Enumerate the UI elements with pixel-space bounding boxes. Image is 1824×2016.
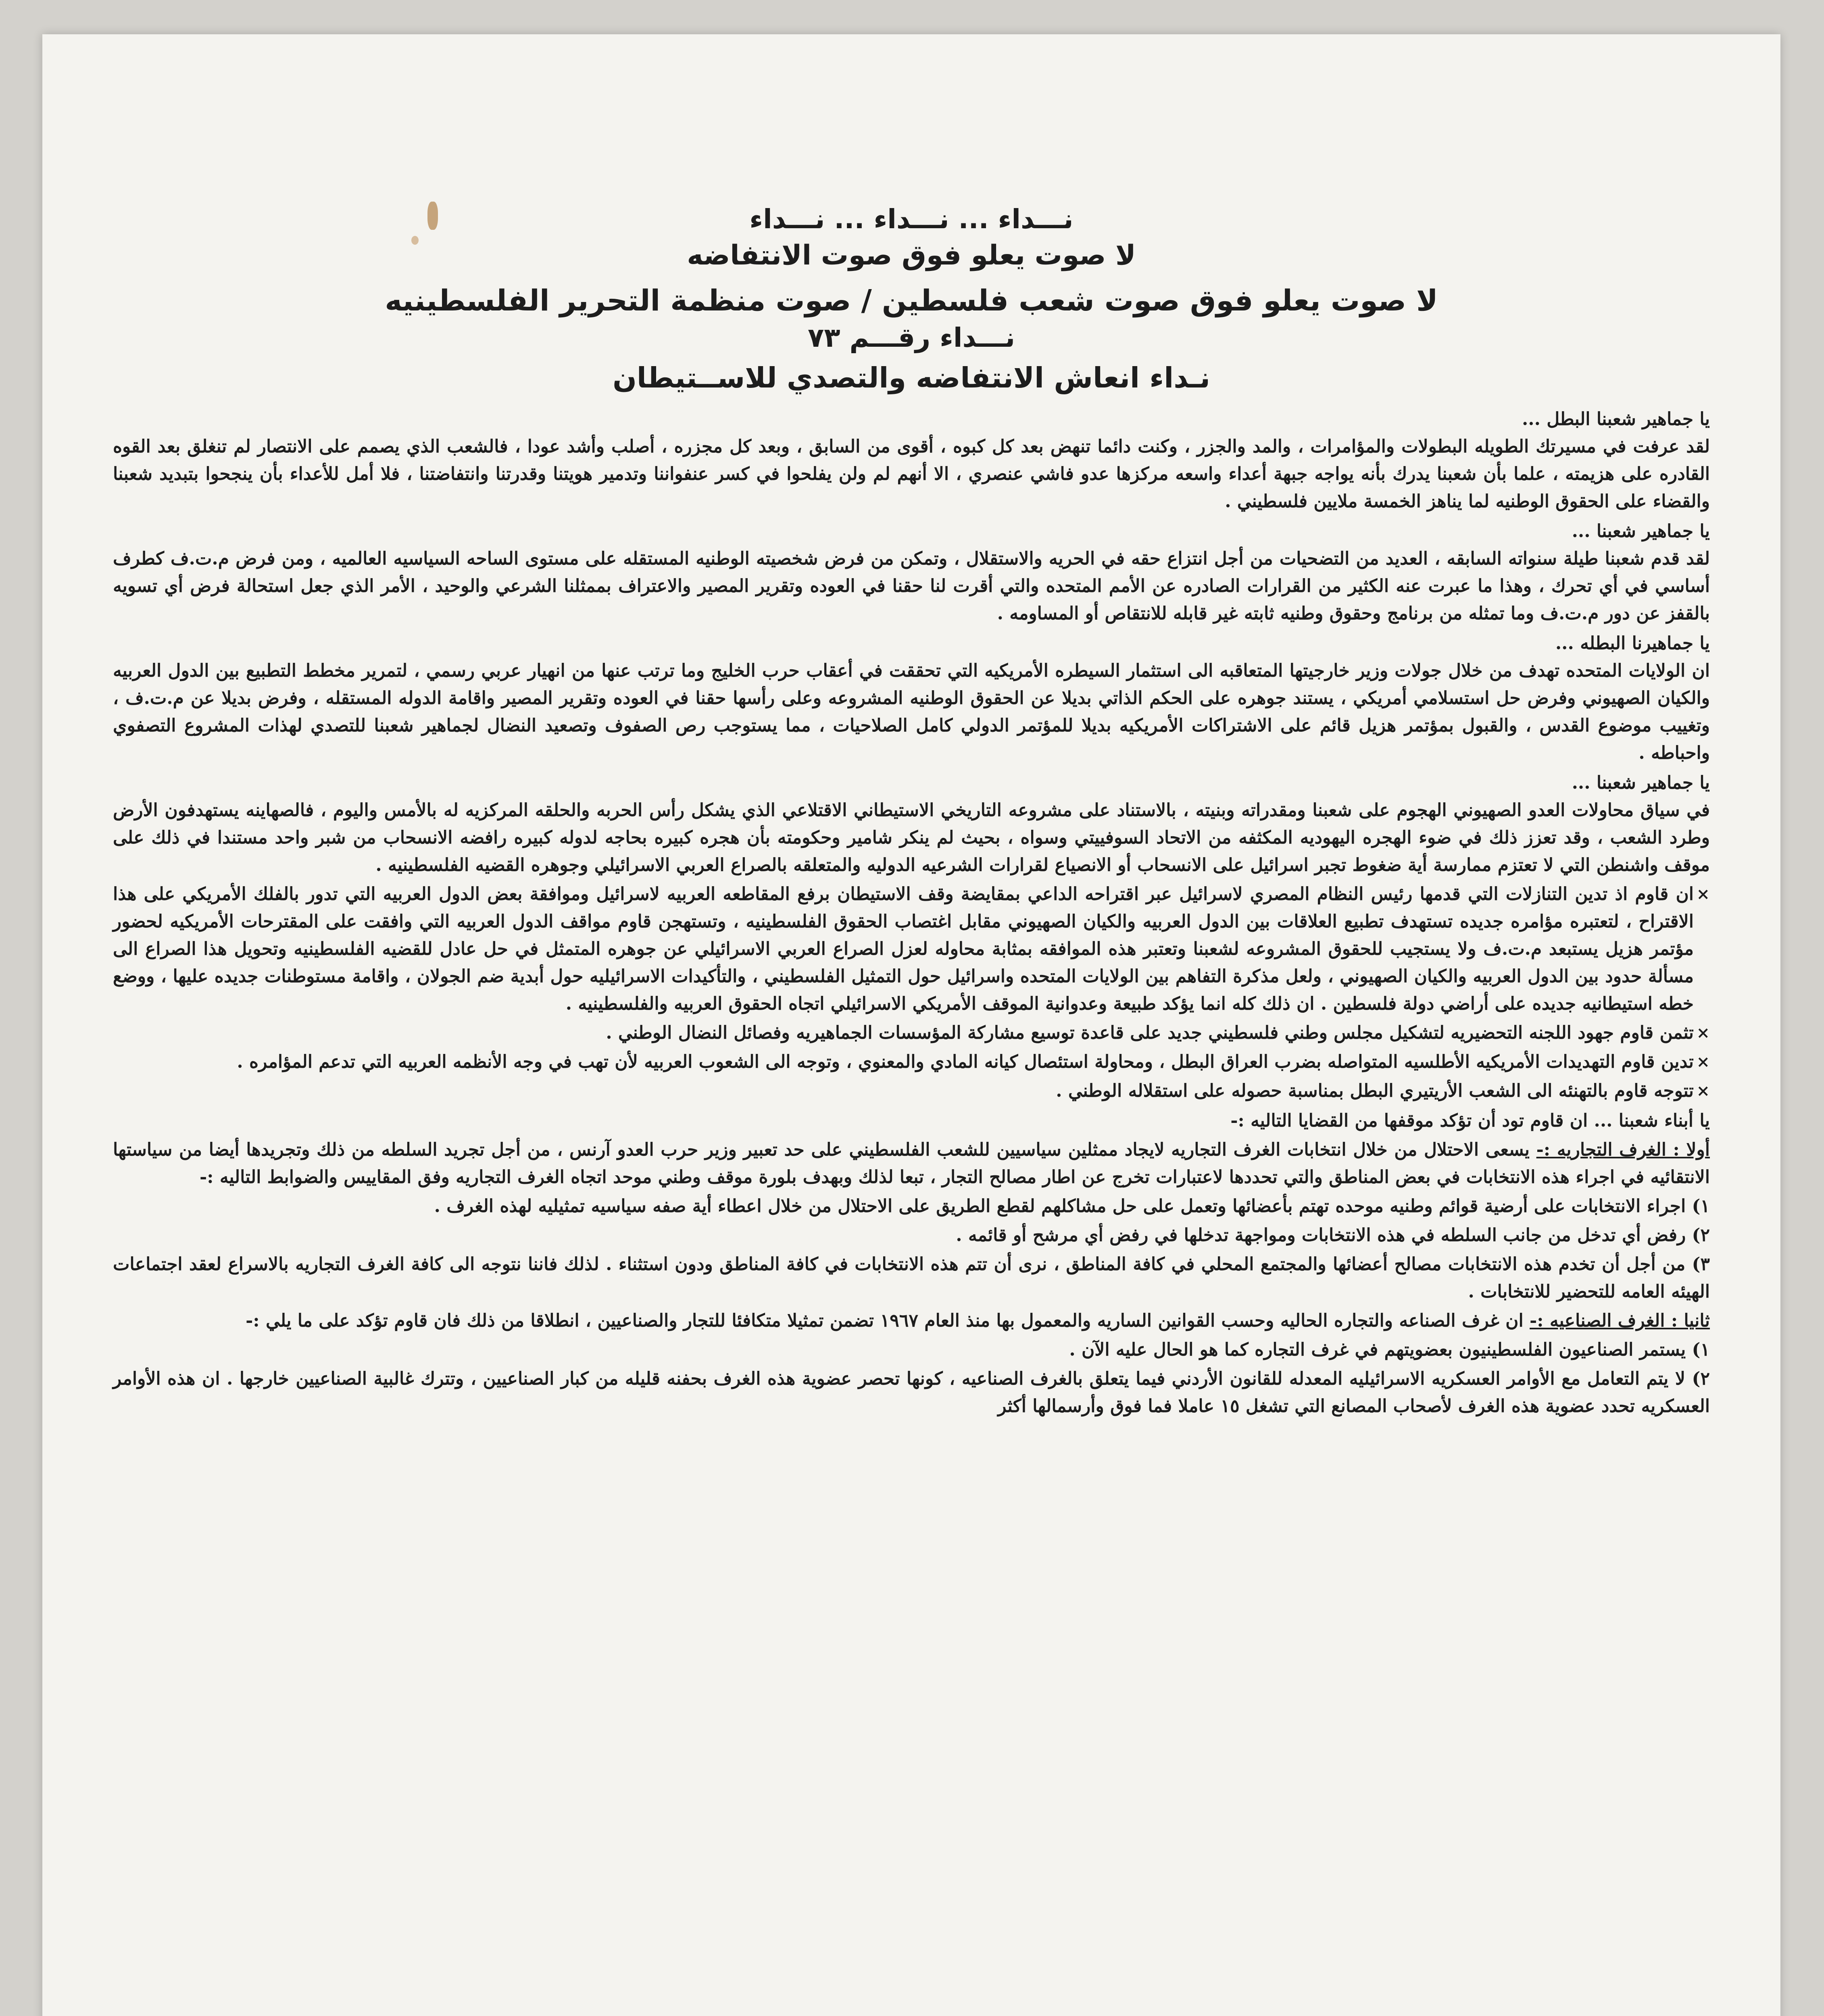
- section-text: ان غرف الصناعه والتجاره الحاليه وحسب القوانين الساريه والمعمول بها منذ العام ١٩٦٧ تضمن تمثيلا متكافئا للتجار والصناعيين ، انطلاقا من ذلك فان قاوم تؤكد على ما يلي :-: [246, 1310, 1524, 1331]
- header-call: نـــداء ... نـــداء ... نـــداء: [749, 204, 1074, 235]
- numbered-item: ١) اجراء الانتخابات على أرضية قوائم وطنيه موحده تهتم بأعضائها وتعمل على حل مشاكلهم لقطع الطريق على الاحتلال من خلال اعطاء أية صفه سياسيه تمثيليه لهذه الغرف .: [434, 1196, 1710, 1216]
- numbered-item: ١) يستمر الصناعيون الفلسطينيون بعضويتهم في غرف التجاره كما هو الحال عليه الآن .: [1069, 1339, 1710, 1360]
- header-slogan-plo: لا صوت يعلو فوق صوت شعب فلسطين / صوت منظمة التحرير الفلسطينيه: [385, 283, 1438, 317]
- header-call-number: نـــداء رقـــم ٧٣: [807, 322, 1015, 353]
- section-address: يا جماهير شعبنا البطل ...: [1522, 409, 1710, 429]
- numbered-item: ٣) من أجل أن تخدم هذه الانتخابات مصالح أعضائها والمجتمع المحلي في كافة المناطق ، نرى أن تتم هذه الانتخابات في كافة المناطق ودون استثناء . لذلك فاننا نتوجه الى كافة الغرف التجاريه بالاسراع لعقد اجتماعات الهيئه العامه للتحضير للانتخابات .: [113, 1254, 1710, 1302]
- section-chambers-industry: [113, 1307, 1710, 1335]
- bullet-item: [113, 1077, 1710, 1105]
- document-page: [42, 34, 1780, 2016]
- bullet-item: [113, 881, 1710, 1018]
- section-paragraph: ان الولايات المتحده تهدف من خلال جولات وزير خارجيتها المتعاقبه الى استثمار السيطره الأمريكيه التي تحققت في أعقاب حرب الخليج وما ترتب عنها من انهيار عربي رسمي ، لتمرير مخطط التطبيع بين الدول العربيه والكيان الصهيوني وفرض حل استسلامي أمريكي ، يستند جوهره على الحكم الذاتي بديلا عن الحقوق الوطنيه المشروعه وعلى رأسها حقنا في العوده وتقرير المصير واقامة الدوله المستقله ، وفرض بديلا عن م.ت.ف ، وتغييب موضوع القدس ، والقبول بمؤتمر هزيل قائم على الاشتراكات الأمريكيه بديلا للمؤتمر الدولي كامل الصلاحيات ، مما يستوجب رص الصفوف وتصعيد النضال لجماهير شعبنا للتصدي لهذات المشروع التصفوي واحباطه .: [113, 660, 1710, 763]
- numbered-item: ٢) لا يتم التعامل مع الأوامر العسكريه الاسرائيليه المعدله للقانون الأردني فيما يتعلق بالغرف الصناعيه ، كونها تحصر عضوية هذه الغرف بحفنه قليله من كبار الصناعيين ، وتترك غالبية الصناعيين خارجها . ان هذه الأوامر العسكريه تحدد عضوية هذه الغرف لأصحاب المصانع التي تشغل ١٥ عاملا فما فوق وأرسمالها أكثر: [113, 1368, 1710, 1416]
- section-text: يسعى الاحتلال من خلال انتخابات الغرف التجاريه لايجاد ممثلين سياسيين للشعب الفلسطيني على حد تعبير وزير حرب العدو آرنس ، من أجل تجريد السلطه من ذلك وتجريدها أيضا من سياستها الانتقائيه في اجراء هذه الانتخابات في بعض المناطق والتي تحددها لاعتبارات تخرج عن اطار مصالح التجار ، تبعا لذلك وبهدف بلورة موقف وطني موحد اتجاه الغرف التجاريه وفق المقاييس والضوابط التاليه :-: [113, 1139, 1710, 1187]
- section-paragraph: لقد عرفت في مسيرتك الطويله البطولات والمؤامرات ، والمد والجزر ، وكنت دائما تنهض بعد كل كبوه ، أقوى من السابق ، وبعد كل مجزره ، أصلب وأشد عودا ، فالشعب الذي يصمم على الانتصار لم تنغلق بعد القوه القادره على هزيمته ، علما بأن شعبنا يدرك بأنه يواجه جبهة أعداء واسعه مركزها عدو فاشي عنصري ، الا أنهم لم ولن يفلحوا في كسر عنفواننا وتدمير هويتنا وقدرتنا وانتفاضتنا ، فلا أمل للأعداء بأن ينجحوا بتبديد شعبنا والقضاء على الحقوق الوطنيه لما يناهز الخمسة ملايين فلسطيني .: [113, 436, 1710, 512]
- bullet-text: تثمن قاوم جهود اللجنه التحضيريه لتشكيل مجلس وطني فلسطيني جديد على قاعدة توسيع مشاركة المؤسسات الجماهيريه وفصائل النضال الوطني .: [606, 1023, 1694, 1043]
- bullet-text: تتوجه قاوم بالتهنئه الى الشعب الأريتيري البطل بمناسبة حصوله على استقلاله الوطني .: [1056, 1081, 1694, 1101]
- bullet-mark-icon: ×: [1696, 1023, 1710, 1042]
- section-title: أولا : الغرف التجاريه :-: [1536, 1139, 1710, 1160]
- section-address: يا جماهير شعبنا ...: [1572, 521, 1710, 541]
- section-paragraph: لقد قدم شعبنا طيلة سنواته السابقه ، العديد من التضحيات من أجل انتزاع حقه في الحريه والاستقلال ، وتمكن من فرض شخصيته الوطنيه المستقله على مستوى الساحه السياسيه العالميه ، ومن فرض م.ت.ف كطرف أساسي في أي تحرك ، وهذا ما عبرت عنه الكثير من القرارات الصادره عن الأمم المتحده والتي أقرت لنا حقنا في العوده وتقرير المصير والاعتراف بممثلنا الشرعي والوحيد ، الأمر الذي جعل استحالة فرض أي تسويه بالقفز عن دور م.ت.ف وما تمثله من برنامج وحقوق وطنيه ثابته غير قابله للانتقاص أو المساومه .: [113, 548, 1710, 624]
- section-address: يا جماهيرنا البطله ...: [1555, 633, 1710, 654]
- header-slogan-intifada: لا صوت يعلو فوق صوت الانتفاضه: [687, 240, 1136, 271]
- bullet-mark-icon: ×: [1696, 1052, 1710, 1071]
- leaflet-body: [113, 406, 1710, 1420]
- bullet-mark-icon: ×: [1696, 1081, 1710, 1100]
- header-call-title: نـداء انعاش الانتفاضه والتصدي للاســتيطان: [613, 361, 1210, 394]
- leaflet-content: [113, 204, 1710, 1422]
- numbered-item: ٢) رفض أي تدخل من جانب السلطه في هذه الانتخابات ومواجهة تدخلها في رفض أي مرشح أو قائمه .: [956, 1225, 1710, 1245]
- section-title: ثانيا : الغرف الصناعيه :-: [1530, 1310, 1710, 1331]
- bullet-text: تدين قاوم التهديدات الأمريكيه الأطلسيه المتواصله بضرب العراق البطل ، ومحاولة استئصال كيانه المادي والمعنوي ، وتوجه الى الشعوب العربيه لأن تهب في وجه الأنظمه العربيه التي تدعم المؤامره .: [237, 1052, 1694, 1072]
- section-address: يا جماهير شعبنا ...: [1572, 773, 1710, 793]
- bullet-mark-icon: ×: [1696, 885, 1710, 904]
- bullet-item: [113, 1048, 1710, 1076]
- section-chambers-commerce: [113, 1136, 1710, 1191]
- bullet-text: ان قاوم اذ تدين التنازلات التي قدمها رئيس النظام المصري لاسرائيل عبر اقتراحه الداعي بمقايضة وقف الاستيطان برفع المقاطعه العربيه لاسرائيل وموافقة بعض الدول العربيه التي تدور بالفلك الأمريكي على هذا الاقتراح ، لتعتبره مؤامره جديده تستهدف تطبيع العلاقات بين الدول العربيه والكيان الصهيوني مقابل اغتصاب الحقوق الفلسطينيه ، وتستهجن قاوم مواقف الدول العربيه التي وافقت على المقترحات الأمريكيه لحضور مؤتمر هزيل يستبعد م.ت.ف ولا يستجيب للحقوق المشروعه لشعبنا وتعتبر هذه الموافقه بمثابة محاوله لعزل الصراع العربي الاسرائيلي عن جوهره المتمثل في حل عادل للقضيه الفلسطينيه وتحويل هذا الصراع الى مسألة حدود بين الدول العربيه والكيان الصهيوني ، ولعل مذكرة التفاهم بين الولايات المتحده واسرائيل حول التمثيل الفلسطيني ، والتأكيدات الاسرائيليه حول أبدية ضم الجولان ، واقامة مستوطنات جديده عليها ، ووضع خطه استيطانيه جديده على أراضي دولة فلسطين . ان ذلك كله انما يؤكد طبيعة وعدوانية الموقف الأمريكي الاسرائيلي اتجاه الحقوق العربيه والفلسطينيه .: [113, 884, 1694, 1014]
- bullet-item: [113, 1019, 1710, 1047]
- closing-intro: يا أبناء شعبنا ... ان قاوم تود أن تؤكد موقفها من القضايا التاليه :-: [1230, 1110, 1710, 1131]
- section-paragraph: في سياق محاولات العدو الصهيوني الهجوم على شعبنا ومقدراته وبنيته ، بالاستناد على مشروعه التاريخي الاستيطاني الاقتلاعي الذي يشكل رأس الحربه والحلقه المركزيه له بالأمس واليوم ، فالصهاينه يستهدفون الأرض وطرد الشعب ، وقد تعزز ذلك في ضوء الهجره اليهوديه المكثفه من الاتحاد السوفييتي وسواه ، بحيث لم ينكر شامير وحكومته بأن هجره كبيره بحاجه لدوله كبيره رافضه الانسحاب من شبر واحد مستندا في ذلك على موقف واشنطن التي لا تعتزم ممارسة أية ضغوط تجبر اسرائيل على الانسحاب أو الانصياع لقرارات الشرعيه الدوليه والمتعلقه بالصراع العربي الاسرائيلي وجوهره القضيه الفلسطينيه .: [113, 800, 1710, 875]
